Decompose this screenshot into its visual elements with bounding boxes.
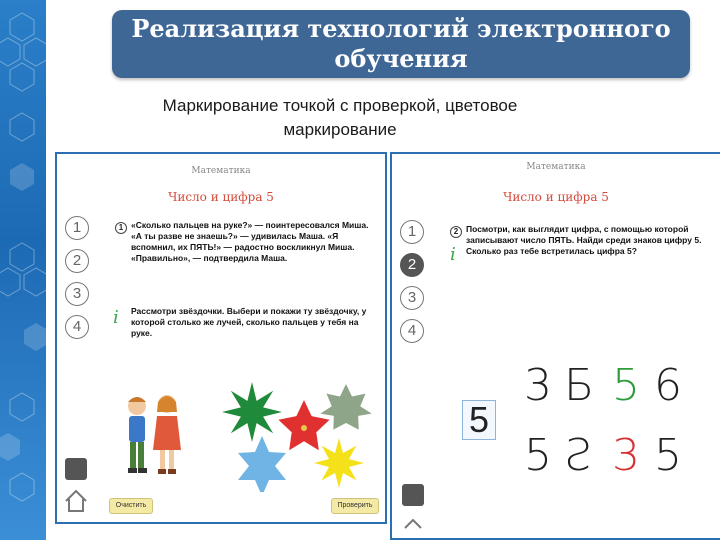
task-text: Посмотри, как выглядит цифра, с помощью которой записывают число ПЯТЬ. Найди среди знаков цифру 5. Сколько раз тебе встретилась цифра 5?: [466, 224, 702, 256]
lesson-screen-1: [55, 152, 387, 524]
digit-option-wrong[interactable]: 3: [612, 430, 640, 481]
star-blue-6[interactable]: [238, 436, 286, 492]
digit-option[interactable]: 5: [524, 430, 552, 481]
stars-area: [222, 382, 382, 492]
task-number-list: [65, 216, 89, 348]
slide-title: Реализация технологий электронного обучения: [131, 14, 671, 73]
digit-option[interactable]: 6: [654, 360, 682, 411]
children-illustration: [117, 390, 187, 490]
info-icon[interactable]: i: [113, 307, 119, 328]
star-yellow-8[interactable]: [314, 438, 364, 488]
task-badge: 1: [115, 222, 127, 234]
task-number-1[interactable]: 1: [65, 216, 89, 240]
subject-label: Математика: [191, 166, 251, 176]
task-number-list: [400, 220, 424, 352]
clear-button[interactable]: Очистить: [109, 498, 153, 514]
task-number-3[interactable]: 3: [400, 286, 424, 310]
digit-option[interactable]: Ƨ: [564, 430, 592, 481]
hexagon-pattern: [0, 0, 46, 540]
task-number-2-active[interactable]: 2: [400, 253, 424, 277]
menu-button[interactable]: [65, 458, 87, 480]
digit-option[interactable]: 5: [654, 430, 682, 481]
task-number-4[interactable]: 4: [400, 319, 424, 343]
lesson-title: Число и цифра 5: [503, 190, 609, 204]
task-number-3[interactable]: 3: [65, 282, 89, 306]
task-number-4[interactable]: 4: [65, 315, 89, 339]
slide-subtitle: Маркирование точкой с проверкой, цветовое маркирование: [162, 96, 518, 139]
lesson-screen-2: [390, 152, 720, 540]
selection-dot: [301, 425, 307, 431]
task-number-1[interactable]: 1: [400, 220, 424, 244]
task-text: Рассмотри звёздочки. Выбери и покажи ту звёздочку, у которой столько же лучей, сколько пальцев у тебя на руке.: [131, 306, 367, 338]
digit-option[interactable]: Б: [564, 360, 595, 411]
decorative-side-bar: [0, 0, 46, 540]
info-icon[interactable]: i: [450, 244, 456, 265]
sample-digit-box: 5: [462, 400, 496, 440]
subject-label: Математика: [526, 162, 586, 172]
slide-title-box: [112, 10, 690, 78]
check-button[interactable]: Проверить: [331, 498, 379, 514]
menu-button[interactable]: [402, 484, 424, 506]
task-badge: 2: [450, 226, 462, 238]
home-icon[interactable]: [402, 516, 424, 538]
dialogue-text: «Сколько пальцев на руке?» — поинтересовался Миша. «А ты разве не знаешь?» — удивилась Маша. «Я вспомнил, их ПЯТЬ!» — радостно воскликнул Миша. «Правильно», — подтвердила Маша.: [131, 220, 369, 263]
digit-option[interactable]: 3: [524, 360, 552, 411]
task-number-2[interactable]: 2: [65, 249, 89, 273]
digit-option-correct[interactable]: 5: [612, 360, 640, 411]
home-icon[interactable]: [63, 488, 89, 514]
star-green-8[interactable]: [222, 382, 282, 442]
star-gray-7[interactable]: [320, 384, 371, 430]
lesson-title: Число и цифра 5: [168, 190, 274, 204]
